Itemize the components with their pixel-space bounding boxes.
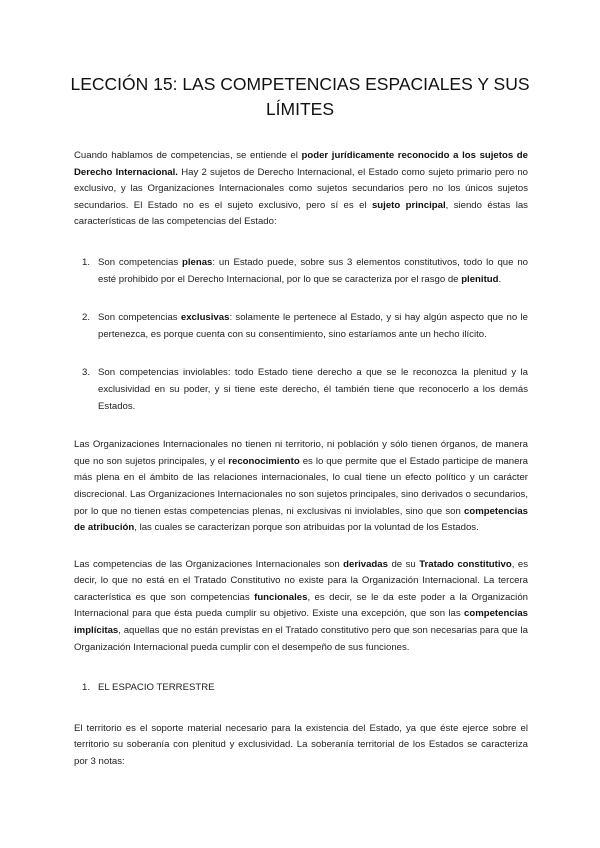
list-text: : solamente le pertenece al Estado, y si hay algún aspecto que no le pertenezca, es porque cuenta con su consentimiento, sino estaríamos ante un hecho ilícito. [98,312,528,340]
territorio-paragraph: El territorio es el soporte material necesario para la existencia del Estado, ya que éste ejerce sobre el territorio su soberanía con plenitud y exclusividad. La soberanía territorial de los Estados se caracteriza por 3 notas: [74,722,528,768]
paragraph-bold: competencias de atribución [74,505,528,534]
section-heading [74,680,528,697]
paragraph-bold: reconocimiento [228,455,300,467]
section-number: 1. [81,682,90,694]
list-text: . [498,273,502,285]
list-bold: plenas [181,256,213,268]
intro-paragraph [74,148,528,231]
organizaciones-paragraph-2 [74,557,528,657]
list-item [74,365,528,415]
list-item [74,255,528,288]
list-number: 1. [81,256,90,268]
document-body [74,148,528,771]
list-number: 2. [81,312,90,324]
intro-bold-2: sujeto principal [371,199,446,211]
paragraph-bold: derivadas [343,558,388,570]
paragraph-text: , las cuales se caracterizan porque son atribuidas por la voluntad de los Estados. [134,522,479,534]
organizaciones-paragraph-1 [74,437,528,537]
section-label: EL ESPACIO TERRESTRE [98,682,215,694]
paragraph-bold: funcionales [254,591,308,603]
list-text: : un Estado puede, sobre sus 3 elementos constitutivos, todo lo que no esté prohibido por el Derecho Internacional, por lo que se caracteriza por el rasgo de [98,256,528,285]
paragraph-text: es lo que permite que el Estado participe de manera más plena en el ámbito de las relaciones internacionales, lo cual tiene un efecto político y un carácter discrecional. Las Organizaciones Internacionales no son sujetos principales, sino derivados o secundarios, por lo que no tienen estas competencias plenas, ni exclusivas ni inviolables, sino que son [74,455,528,517]
paragraph-text: , aquellas que no están previstas en el Tratado constitutivo pero que son necesarias para que la Organización Internacional pueda cumplir con el desempeño de sus funciones. [74,625,528,653]
intro-text-2: Hay 2 sujetos de Derecho Internacional, el Estado como sujeto primario pero no exclusivo, y las Organizaciones Internacionales como sujetos secundarios pero no los únicos sujetos secundarios. El Estado no es el sujeto exclusivo, pero sí es el [74,166,528,211]
list-text: Son competencias inviolables: todo Estado tiene derecho a que se le reconozca la plenitud y la exclusividad en su poder, y si tiene este derecho, él también tiene que reconocerlo a los demás Estados. [98,367,528,412]
paragraph-text: de su [387,558,420,570]
intro-text-3: , siendo éstas las características de las competencias del Estado: [74,199,528,228]
list-item [74,310,528,343]
paragraph-text: , es decir, lo que no está en el Tratado Constitutivo no existe para la Organización Internacional. La tercera característica es que son competencias [74,558,528,603]
paragraph-text: Las Organizaciones Internacionales no tienen ni territorio, ni población y sólo tienen órganos, de manera que no son sujetos principales, y el [74,439,528,467]
intro-bold-1: poder jurídicamente reconocido a los sujetos de Derecho Internacional. [74,150,528,178]
paragraph-bold: competencias implícitas [74,608,528,637]
list-bold: exclusivas [180,312,230,324]
list-number: 3. [81,367,90,379]
competencias-list [74,255,528,415]
list-text: Son competencias [98,312,181,324]
intro-text-1: Cuando hablamos de competencias, se entiende el [74,150,302,161]
list-bold: plenitud [461,273,499,285]
list-text: Son competencias [98,256,182,268]
page-title: LECCIÓN 15: LAS COMPETENCIAS ESPACIALES Y SUS LÍMITES [70,74,530,119]
paragraph-text: , es decir, se le da este poder a la Organización Internacional para que ésta pueda cumplir su objetivo. Existe una excepción, que son las [74,591,528,620]
paragraph-bold: Tratado constitutivo [419,558,512,570]
paragraph-text: Las competencias de las Organizaciones Internacionales son [74,558,344,570]
